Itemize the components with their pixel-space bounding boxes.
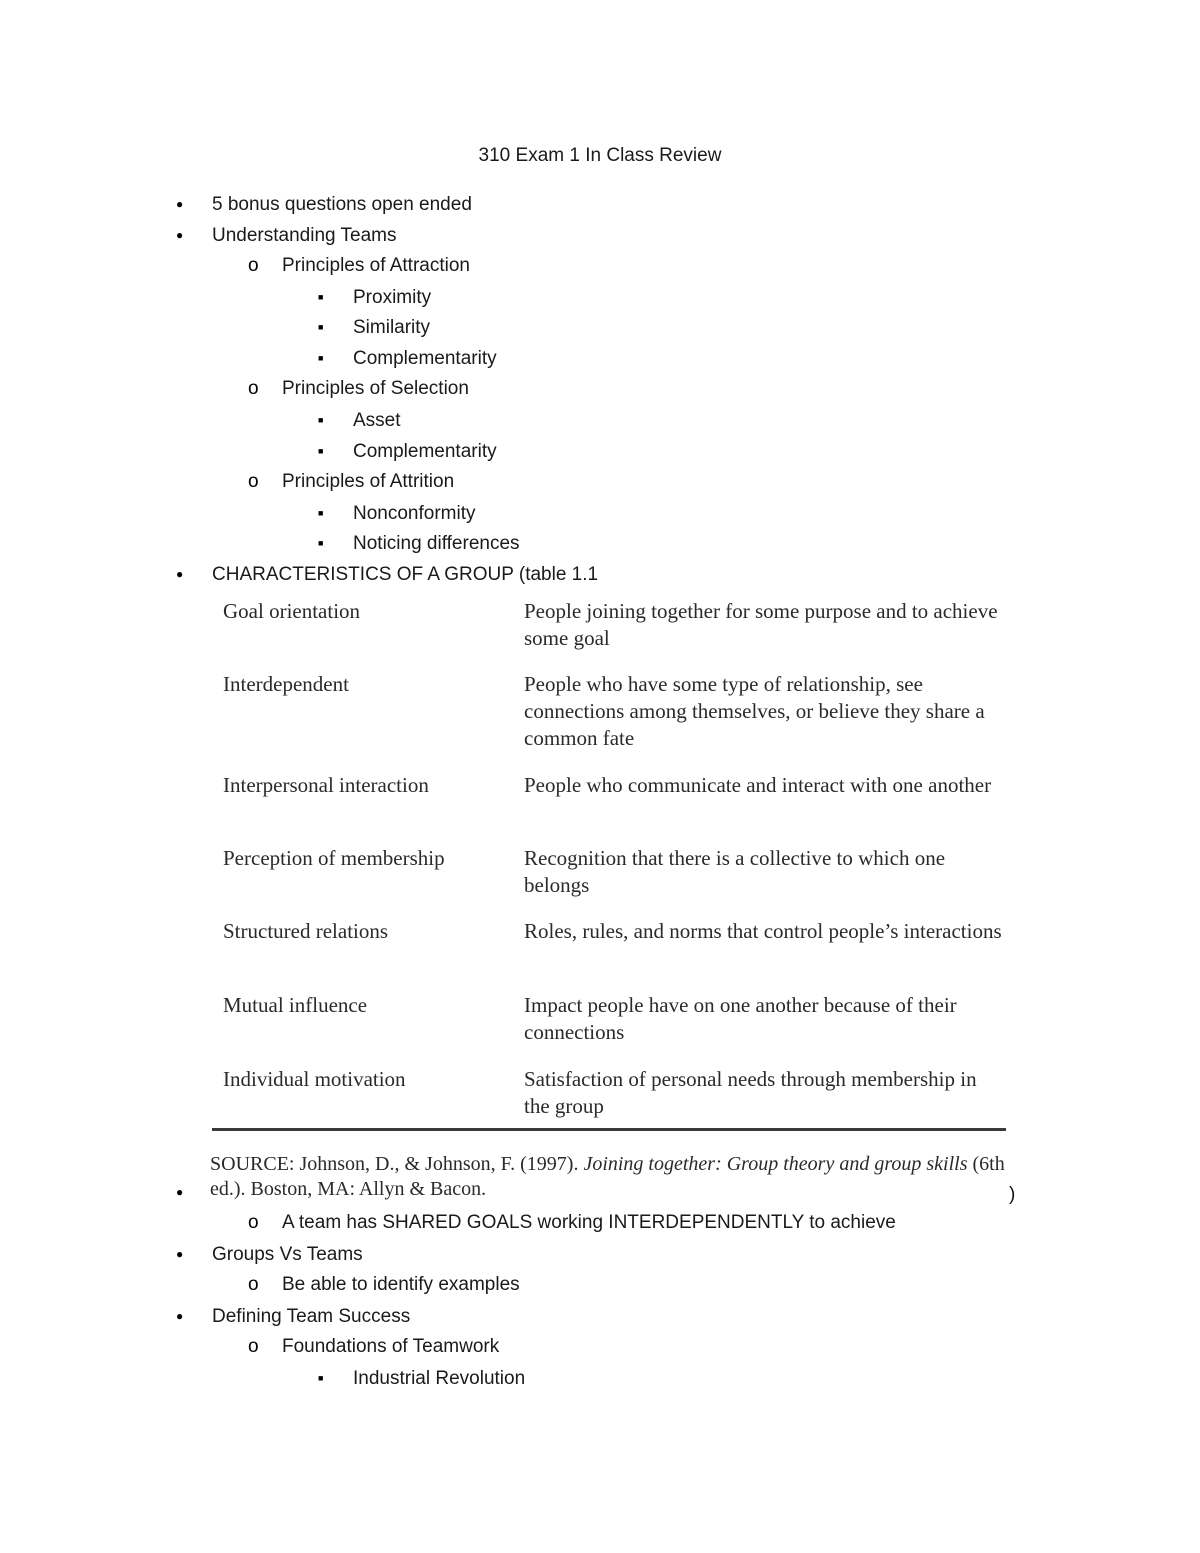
bullet-dot xyxy=(176,1243,183,1268)
bullet-circle xyxy=(248,470,259,494)
table-definition: People who have some type of relationship, see connections among themselves, or believe they share a common fate xyxy=(524,672,985,750)
list-item: Complementarity xyxy=(353,441,497,462)
list-item: Similarity xyxy=(353,317,431,338)
bullet-square xyxy=(318,286,323,312)
list-item: Principles of Attraction xyxy=(282,255,470,276)
bullet-circle xyxy=(248,1273,259,1297)
list-item: Be able to identify examples xyxy=(282,1274,520,1295)
list-item: Asset xyxy=(353,410,401,431)
table-source-citation xyxy=(210,1152,1010,1202)
bullet-square xyxy=(318,1367,323,1393)
list-item: Principles of Selection xyxy=(282,378,469,399)
bullet-square xyxy=(318,409,323,435)
bullet-dot xyxy=(176,1305,183,1330)
table-term: Perception of membership xyxy=(223,846,445,870)
table-term: Interpersonal interaction xyxy=(223,773,429,797)
bullet-dot xyxy=(176,1181,183,1206)
stray-parenthesis: ) xyxy=(1009,1184,1016,1205)
source-suffix: (6th ed.). Boston, MA: Allyn & Bacon. xyxy=(210,1153,1005,1200)
source-prefix: SOURCE: Johnson, D., & Johnson, F. (1997). xyxy=(210,1153,584,1175)
table-definition: Satisfaction of personal needs through membership in the group xyxy=(524,1067,977,1118)
bullet-circle xyxy=(248,1211,259,1235)
list-item: Proximity xyxy=(353,287,432,308)
page-title: 310 Exam 1 In Class Review xyxy=(478,145,722,166)
bullet-circle xyxy=(248,254,259,278)
table-term: Mutual influence xyxy=(223,993,368,1017)
bullet-square xyxy=(318,502,323,528)
table-bottom-rule xyxy=(212,1128,1006,1131)
table-term: Individual motivation xyxy=(223,1067,406,1091)
table-definition: People who communicate and interact with one another xyxy=(524,773,992,797)
table-term: Goal orientation xyxy=(223,599,361,623)
list-item: Industrial Revolution xyxy=(353,1368,526,1389)
table-definition: Recognition that there is a collective to which one belongs xyxy=(524,846,946,897)
bullet-dot xyxy=(176,193,183,218)
list-item: Defining Team Success xyxy=(212,1306,411,1327)
bullet-square xyxy=(318,316,323,342)
table-definition: People joining together for some purpose and to achieve some goal xyxy=(524,599,998,650)
bullet-circle xyxy=(248,1335,259,1359)
bullet-square xyxy=(318,347,323,373)
bullet-dot xyxy=(176,224,183,249)
list-item: A team has SHARED GOALS working INTERDEPENDENTLY to achieve xyxy=(282,1212,896,1233)
list-item: Nonconformity xyxy=(353,503,476,524)
table-term: Structured relations xyxy=(223,919,389,943)
list-item: Groups Vs Teams xyxy=(212,1244,363,1265)
bullet-circle xyxy=(248,377,259,401)
list-item: 5 bonus questions open ended xyxy=(212,194,472,215)
bullet-square xyxy=(318,440,323,466)
list-item: Principles of Attrition xyxy=(282,471,455,492)
list-item: Understanding Teams xyxy=(212,225,397,246)
list-item: Noticing differences xyxy=(353,533,520,554)
source-title: Joining together: Group theory and group skills xyxy=(583,1153,968,1175)
list-item: Complementarity xyxy=(353,348,497,369)
bullet-square xyxy=(318,532,323,558)
list-item: CHARACTERISTICS OF A GROUP (table 1.1 xyxy=(212,564,599,585)
table-definition: Impact people have on one another because of their connections xyxy=(524,993,957,1044)
bullet-dot xyxy=(176,563,183,588)
table-term: Interdependent xyxy=(223,672,349,696)
table-definition: Roles, rules, and norms that control people’s interactions xyxy=(524,919,1002,943)
list-item: Foundations of Teamwork xyxy=(282,1336,500,1357)
